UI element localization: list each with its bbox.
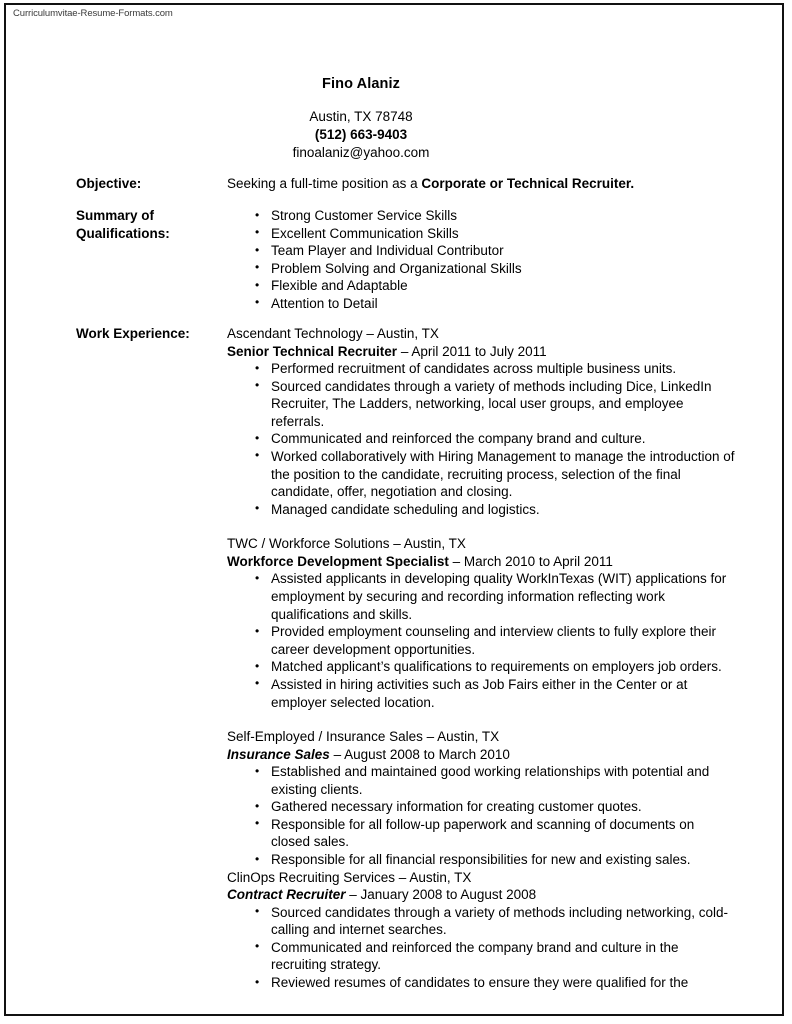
list-item: • Worked collaboratively with Hiring Management to manage the introduction of the position to the candidate, recruiting process, selection of the final candidate, offer, negotiation and closing. bbox=[227, 448, 737, 501]
objective-content bbox=[227, 175, 747, 193]
list-item: • Reviewed resumes of candidates to ensure they were qualified for the bbox=[227, 974, 737, 992]
candidate-email: finoalaniz@yahoo.com bbox=[292, 145, 430, 160]
list-item: • Attention to Detail bbox=[227, 295, 727, 313]
summary-label-line2: Qualifications: bbox=[76, 226, 170, 241]
objective-text: Seeking a full-time position as a bbox=[227, 176, 422, 191]
job-bullet-list bbox=[227, 570, 737, 711]
list-item: • Performed recruitment of candidates across multiple business units. bbox=[227, 360, 737, 378]
section-spacer bbox=[227, 518, 737, 535]
list-item: • Managed candidate scheduling and logistics. bbox=[227, 501, 737, 519]
list-item: • Gathered necessary information for creating customer quotes. bbox=[227, 798, 737, 816]
list-item: • Excellent Communication Skills bbox=[227, 225, 727, 243]
list-item: • Established and maintained good working relationships with potential and existing clients. bbox=[227, 763, 737, 798]
job-entry bbox=[227, 869, 737, 992]
candidate-phone: (512) 663-9403 bbox=[314, 127, 408, 142]
job-title: Insurance Sales bbox=[227, 746, 330, 762]
job-title: Senior Technical Recruiter bbox=[227, 343, 398, 359]
job-entry bbox=[227, 325, 737, 518]
list-item: • Matched applicant’s qualifications to requirements on employers job orders. bbox=[227, 658, 737, 676]
job-dates: – August 2008 to March 2010 bbox=[329, 746, 510, 762]
work-experience-content bbox=[227, 325, 737, 992]
objective-label: Objective: bbox=[76, 176, 142, 191]
job-company: Self-Employed / Insurance Sales – Austin, TX bbox=[227, 729, 500, 745]
summary-label bbox=[76, 207, 221, 243]
list-item: • Flexible and Adaptable bbox=[227, 277, 727, 295]
job-dates: – January 2008 to August 2008 bbox=[345, 887, 537, 903]
list-item: • Sourced candidates through a variety of methods including networking, cold-calling and internet searches. bbox=[227, 904, 737, 939]
job-entry bbox=[227, 535, 737, 711]
summary-content bbox=[227, 207, 727, 313]
list-item: • Communicated and reinforced the company brand and culture. bbox=[227, 430, 737, 448]
list-item: • Responsible for all follow-up paperwork and scanning of documents on closed sales. bbox=[227, 816, 737, 851]
work-experience-label: Work Experience: bbox=[76, 326, 190, 341]
list-item: • Sourced candidates through a variety of methods including Dice, LinkedIn Recruiter, The Ladders, networking, local user groups, and employee referrals. bbox=[227, 378, 737, 431]
job-title-line bbox=[227, 343, 737, 361]
list-item: • Provided employment counseling and interview clients to fully explore their career development opportunities. bbox=[227, 623, 737, 658]
resume-page bbox=[4, 3, 784, 1016]
resume-document bbox=[6, 5, 782, 1014]
job-dates: – April 2011 to July 2011 bbox=[397, 343, 547, 359]
job-title: Workforce Development Specialist bbox=[227, 553, 449, 569]
summary-label-line1: Summary of bbox=[76, 208, 155, 223]
candidate-location: Austin, TX 78748 bbox=[309, 109, 413, 124]
job-title-line bbox=[227, 886, 737, 904]
objective-target-role: Corporate or Technical Recruiter. bbox=[421, 176, 635, 191]
job-title-line bbox=[227, 746, 737, 764]
job-bullet-list bbox=[227, 360, 737, 518]
job-company: ClinOps Recruiting Services – Austin, TX bbox=[227, 869, 472, 885]
job-bullet-list bbox=[227, 904, 737, 992]
job-dates: – March 2010 to April 2011 bbox=[448, 553, 613, 569]
summary-list bbox=[227, 207, 727, 313]
list-item: • Strong Customer Service Skills bbox=[227, 207, 727, 225]
job-entry bbox=[227, 728, 737, 869]
job-company: Ascendant Technology – Austin, TX bbox=[227, 326, 439, 341]
job-title: Contract Recruiter bbox=[227, 887, 346, 903]
list-item: • Communicated and reinforced the company brand and culture in the recruiting strategy. bbox=[227, 939, 737, 974]
list-item: • Assisted applicants in developing quality WorkInTexas (WIT) applications for employment by securing and recording information reflecting work qualifications and skills. bbox=[227, 570, 737, 623]
list-item: • Assisted in hiring activities such as Job Fairs either in the Center or at employer selected location. bbox=[227, 676, 737, 711]
candidate-name: Fino Alaniz bbox=[322, 76, 400, 92]
site-watermark: Curriculumvitae-Resume-Formats.com bbox=[13, 8, 173, 19]
list-item: • Responsible for all financial responsibilities for new and existing sales. bbox=[227, 851, 737, 869]
list-item: • Problem Solving and Organizational Skills bbox=[227, 260, 727, 278]
section-spacer bbox=[227, 711, 737, 728]
list-item: • Team Player and Individual Contributor bbox=[227, 242, 727, 260]
job-title-line bbox=[227, 553, 737, 571]
job-bullet-list bbox=[227, 763, 737, 869]
job-company: TWC / Workforce Solutions – Austin, TX bbox=[227, 536, 466, 552]
